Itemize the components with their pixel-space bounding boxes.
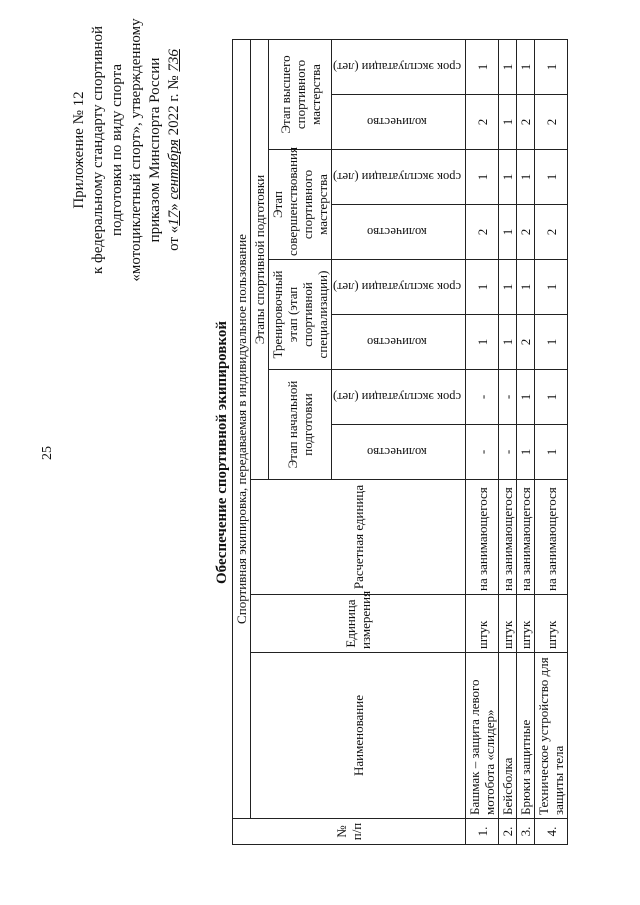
page-number: 25 bbox=[40, 446, 55, 460]
row-value: 1 bbox=[466, 39, 499, 94]
row-value: 1 bbox=[535, 425, 568, 480]
row-value: 1 bbox=[466, 315, 499, 370]
row-value: 1 bbox=[466, 260, 499, 315]
appendix-line-4: «мотоциклетный спорт», утвержденному bbox=[128, 18, 144, 282]
row-value: 1 bbox=[517, 150, 535, 205]
row-value: 1 bbox=[499, 260, 517, 315]
stage-initial: Этап начальной подготовки bbox=[269, 370, 332, 480]
stage-training: Тренировочный этап (этап спортивной специализации) bbox=[269, 260, 332, 370]
row-unit: штук bbox=[499, 595, 517, 653]
row-value: 1 bbox=[535, 39, 568, 94]
table-row bbox=[535, 39, 568, 844]
row-value: 2 bbox=[517, 205, 535, 260]
row-value: - bbox=[466, 370, 499, 425]
date-prefix: от « bbox=[166, 225, 182, 251]
appendix-line-1: Приложение № 12 bbox=[71, 91, 87, 209]
equipment-table bbox=[232, 39, 568, 845]
appendix-line-2: к федеральному стандарту спортивной bbox=[90, 25, 106, 275]
appendix-line-6 bbox=[165, 0, 184, 305]
row-unit: штук bbox=[466, 595, 499, 653]
sub-qty-4: количество bbox=[332, 95, 466, 150]
row-value: - bbox=[499, 425, 517, 480]
row-number: 1. bbox=[466, 819, 499, 845]
row-value: 1 bbox=[517, 39, 535, 94]
header-num: № п/п bbox=[233, 819, 466, 845]
row-value: 2 bbox=[517, 95, 535, 150]
row-name: Бейсболка bbox=[499, 653, 517, 819]
row-name: Башмак – защита левого мотобота «слидер» bbox=[466, 653, 499, 819]
stage-improvement: Этап совершенствования спортивного мастерства bbox=[269, 150, 332, 260]
row-calc: на занимающегося bbox=[466, 480, 499, 595]
sub-qty-3: количество bbox=[332, 205, 466, 260]
document-title: Обеспечение спортивной экипировкой bbox=[214, 321, 230, 585]
order-day: 17 bbox=[166, 210, 182, 226]
row-value: 1 bbox=[517, 370, 535, 425]
row-value: 1 bbox=[535, 370, 568, 425]
table-row bbox=[466, 39, 499, 844]
row-value: 1 bbox=[466, 150, 499, 205]
row-number: 4. bbox=[535, 819, 568, 845]
row-value: 1 bbox=[499, 150, 517, 205]
appendix-header bbox=[70, 0, 184, 305]
date-year: 2022 г. № bbox=[166, 71, 182, 140]
row-value: 2 bbox=[535, 95, 568, 150]
table-body bbox=[466, 39, 568, 844]
date-mid: » bbox=[166, 199, 182, 211]
header-calc: Расчетная единица bbox=[251, 480, 466, 595]
row-calc: на занимающегося bbox=[535, 480, 568, 595]
header-group: Спортивная экипировка, передаваемая в индивидуальное пользование bbox=[233, 39, 251, 818]
header-stages: Этапы спортивной подготовки bbox=[251, 39, 269, 479]
row-value: 1 bbox=[535, 315, 568, 370]
sub-qty-1: количество bbox=[332, 425, 466, 480]
row-value: 1 bbox=[499, 205, 517, 260]
header-unit: Единица измерения bbox=[251, 595, 466, 653]
row-value: 2 bbox=[517, 315, 535, 370]
row-unit: штук bbox=[517, 595, 535, 653]
row-calc: на занимающегося bbox=[499, 480, 517, 595]
appendix-line-5: приказом Минспорта России bbox=[147, 57, 163, 243]
row-value: 2 bbox=[466, 205, 499, 260]
row-value: 1 bbox=[517, 425, 535, 480]
row-value: 1 bbox=[499, 39, 517, 94]
sub-term-3: срок эксплуатации (лет) bbox=[332, 150, 466, 205]
row-value: 1 bbox=[517, 260, 535, 315]
sub-term-1: срок эксплуатации (лет) bbox=[332, 370, 466, 425]
row-value: 2 bbox=[466, 95, 499, 150]
order-number: 736 bbox=[166, 49, 182, 72]
row-value: 2 bbox=[535, 205, 568, 260]
row-name: Брюки защитные bbox=[517, 653, 535, 819]
row-calc: на занимающегося bbox=[517, 480, 535, 595]
row-value: - bbox=[499, 370, 517, 425]
sub-term-2: срок эксплуатации (лет) bbox=[332, 260, 466, 315]
table-row bbox=[499, 39, 517, 844]
row-name: Техническое устройство для защиты тела bbox=[535, 653, 568, 819]
appendix-line-3: подготовки по виду спорта bbox=[109, 64, 125, 236]
sub-qty-2: количество bbox=[332, 315, 466, 370]
order-month: сентября bbox=[166, 139, 182, 200]
row-value: - bbox=[466, 425, 499, 480]
table-row bbox=[517, 39, 535, 844]
row-value: 1 bbox=[535, 150, 568, 205]
sub-term-4: срок эксплуатации (лет) bbox=[332, 39, 466, 94]
row-number: 3. bbox=[517, 819, 535, 845]
header-name: Наименование bbox=[251, 653, 466, 819]
row-value: 1 bbox=[499, 95, 517, 150]
row-value: 1 bbox=[499, 315, 517, 370]
stage-higher: Этап высшего спортивного мастерства bbox=[269, 39, 332, 149]
row-value: 1 bbox=[535, 260, 568, 315]
row-unit: штук bbox=[535, 595, 568, 653]
row-number: 2. bbox=[499, 819, 517, 845]
